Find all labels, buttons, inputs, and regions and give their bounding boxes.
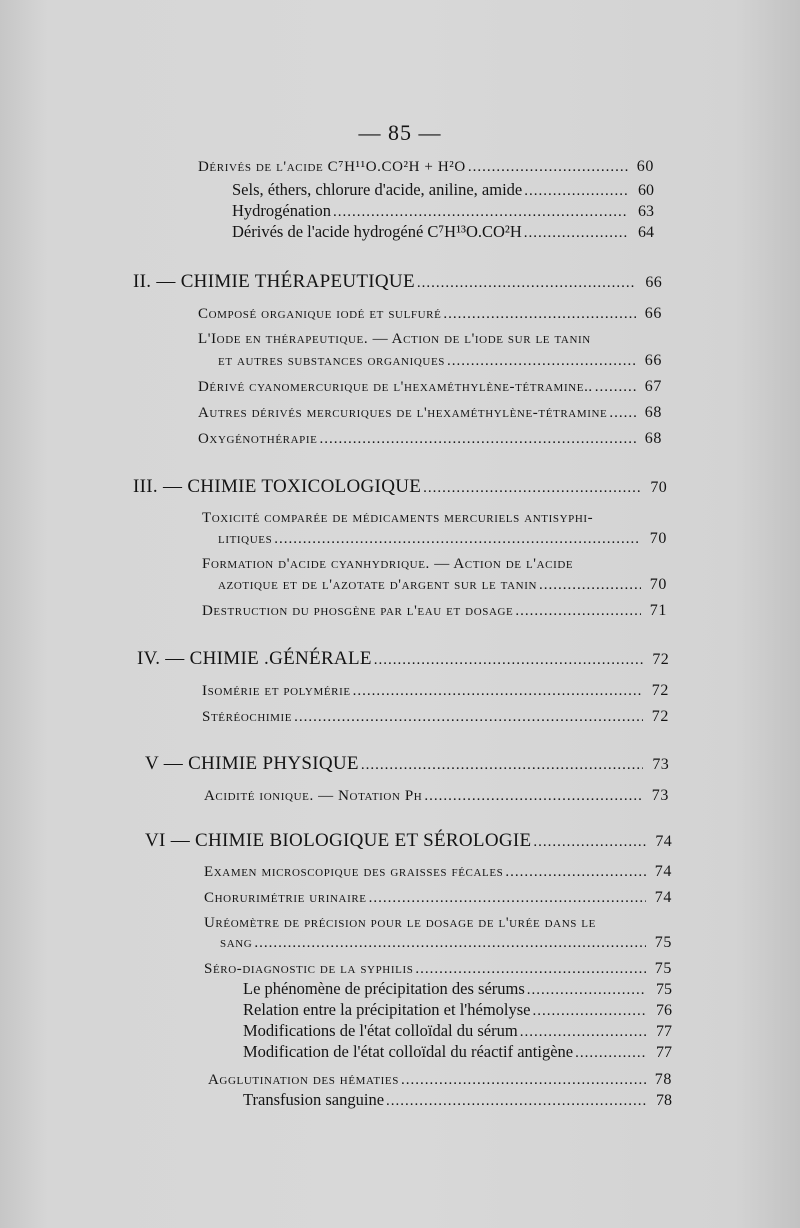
- leader-dots: [533, 834, 646, 851]
- leader-dots: [443, 306, 636, 323]
- toc-entry: [204, 787, 669, 805]
- leader-dots: [505, 864, 646, 881]
- leader-dots: [401, 1072, 646, 1089]
- leader-dots: [539, 577, 641, 594]
- toc-entry-page: 63: [638, 203, 654, 220]
- toc-entry-text: L'Iode en thérapeutique. — Action de l'iode sur le tanin: [198, 331, 591, 347]
- leader-dots: [319, 431, 636, 448]
- leader-dots: [294, 709, 643, 726]
- toc-entry-page: 60: [638, 182, 654, 199]
- toc-entry: [208, 1071, 672, 1089]
- toc-entry-text: Séro-diagnostic de la syphilis: [204, 961, 414, 977]
- toc-entry: [198, 305, 662, 323]
- page-number: — 85 —: [358, 120, 442, 145]
- toc-subentry: [243, 1021, 672, 1041]
- leader-dots: [575, 1045, 646, 1062]
- section-heading-page: 73: [652, 756, 669, 773]
- leader-dots: [520, 1024, 646, 1041]
- toc-entry-page: 75: [654, 960, 672, 977]
- toc-entry: [232, 222, 654, 242]
- toc-entry: [202, 682, 669, 700]
- toc-entry-text: Sels, éthers, chlorure d'acide, aniline, amide: [232, 180, 523, 199]
- toc-entry-text: Destruction du phosgène par l'eau et dosage: [202, 603, 514, 619]
- section-heading-page: 66: [645, 274, 662, 291]
- toc-entry-text: Transfusion sanguine: [243, 1090, 385, 1109]
- toc-entry-page: 71: [649, 602, 667, 619]
- leader-dots: [423, 480, 641, 497]
- section-heading-page: 72: [652, 651, 669, 668]
- toc-entry: [232, 180, 654, 200]
- leader-dots: [609, 405, 636, 422]
- toc-entry-page: 66: [644, 305, 662, 322]
- leader-dots: [468, 159, 628, 176]
- toc-entry-page: 68: [644, 430, 662, 447]
- toc-subentry: [243, 1000, 672, 1020]
- toc-entry-text: azotique et de l'azotate d'argent sur le tanin: [218, 577, 538, 593]
- toc-entry-continuation: [218, 576, 667, 594]
- section-heading: [145, 753, 669, 775]
- toc-entry-page: 77: [656, 1044, 672, 1061]
- toc-entry-continuation: [218, 352, 662, 370]
- toc-entry-text: Formation d'acide cyanhydrique. — Action de l'acide: [202, 556, 574, 572]
- toc-entry: [204, 915, 672, 932]
- section-heading-text: II. — CHIMIE THÉRAPEUTIQUE: [133, 271, 415, 292]
- toc-entry-page: 64: [638, 224, 654, 241]
- toc-entry-text: Hydrogénation: [232, 201, 331, 220]
- leader-dots: [447, 353, 636, 370]
- toc-entry-text: Dérivés de l'acide hydrogéné C⁷H¹³O.CO²H: [232, 222, 522, 241]
- leader-dots: [417, 275, 636, 292]
- leader-dots: [353, 683, 643, 700]
- toc-entry-page: 75: [654, 934, 672, 951]
- toc-entry-text: Agglutination des hématies: [208, 1072, 399, 1088]
- toc-entry-page: 77: [656, 1023, 672, 1040]
- leader-dots: [369, 890, 646, 907]
- leader-dots: [254, 935, 646, 952]
- toc-entry: [202, 556, 667, 573]
- toc-subentry: [243, 1042, 672, 1062]
- toc-entry: [202, 602, 667, 620]
- toc-entry-text: et autres substances organiques: [218, 353, 445, 369]
- section-heading-text: IV. — CHIMIE .GÉNÉRALE: [137, 648, 372, 669]
- toc-entry-text: Dérivés de l'acide C⁷H¹¹O.CO²H + H²O: [198, 159, 466, 175]
- toc-entry-text: Examen microscopique des graisses fécales: [204, 864, 504, 880]
- toc-entry-text: litiques: [218, 531, 273, 547]
- toc-entry-page: 78: [656, 1092, 672, 1109]
- toc-entry-text: Toxicité comparée de médicaments mercuriels antisyphi-: [202, 510, 594, 526]
- toc-entry: [198, 404, 662, 422]
- toc-entry: [232, 201, 654, 221]
- section-heading-text: V — CHIMIE PHYSIQUE: [145, 753, 359, 774]
- toc-entry: [204, 960, 672, 978]
- leader-dots: [424, 788, 643, 805]
- toc-entry-continuation: [218, 530, 667, 548]
- section-heading: [133, 476, 667, 498]
- section-heading-text: III. — CHIMIE TOXICOLOGIQUE: [133, 476, 422, 497]
- toc-entry-text: Oxygénothérapie: [198, 431, 318, 447]
- toc-entry-text: Stéréochimie: [202, 709, 293, 725]
- table-of-contents: [0, 158, 800, 1110]
- leader-dots: [374, 652, 643, 669]
- toc-entry-text: Uréomètre de précision pour le dosage de l'urée dans le: [204, 915, 596, 931]
- toc-entry: [198, 331, 662, 348]
- toc-entry-page: 75: [656, 981, 672, 998]
- leader-dots: [515, 603, 641, 620]
- toc-entry-text: Autres dérivés mercuriques de l'hexaméthylène-tétramine: [198, 405, 608, 421]
- leader-dots: [415, 961, 646, 978]
- toc-entry-page: 74: [654, 889, 672, 906]
- toc-entry-text: Chorurimétrie urinaire: [204, 890, 367, 906]
- leader-dots: [386, 1093, 646, 1110]
- leader-dots: [595, 379, 636, 396]
- toc-entry: [204, 889, 672, 907]
- toc-entry-text: Modification de l'état colloïdal du réactif antigène: [243, 1042, 574, 1061]
- leader-dots: [533, 1003, 646, 1020]
- toc-entry-text: Modifications de l'état colloïdal du sérum: [243, 1021, 518, 1040]
- toc-entry-page: 72: [651, 708, 669, 725]
- section-heading-text: VI — CHIMIE BIOLOGIQUE ET SÉROLOGIE: [145, 830, 532, 851]
- toc-entry: [198, 158, 654, 176]
- toc-entry: [198, 378, 662, 396]
- toc-entry: [204, 863, 672, 881]
- section-heading: [145, 830, 672, 852]
- toc-entry-continuation: [220, 934, 672, 952]
- toc-entry-page: 73: [651, 787, 669, 804]
- toc-entry-page: 67: [644, 378, 662, 395]
- toc-entry-text: Isomérie et polymérie: [202, 683, 351, 699]
- leader-dots: [524, 225, 628, 242]
- toc-entry: [202, 708, 669, 726]
- leader-dots: [333, 204, 628, 221]
- toc-entry-page: 66: [644, 352, 662, 369]
- toc-entry-text: Acidité ionique. — Notation Ph: [204, 788, 423, 804]
- section-heading-page: 74: [655, 833, 672, 850]
- toc-entry-text: Le phénomène de précipitation des sérums: [243, 979, 525, 998]
- toc-entry: [198, 430, 662, 448]
- section-heading: [133, 271, 662, 293]
- toc-entry-page: 70: [649, 530, 667, 547]
- toc-entry-page: 76: [656, 1002, 672, 1019]
- toc-entry-page: 78: [654, 1071, 672, 1088]
- toc-entry-page: 72: [651, 682, 669, 699]
- toc-entry-page: 68: [644, 404, 662, 421]
- toc-subentry: [243, 979, 672, 999]
- toc-entry-text: Relation entre la précipitation et l'hémolyse: [243, 1000, 531, 1019]
- leader-dots: [527, 982, 646, 999]
- leader-dots: [524, 183, 628, 200]
- section-heading: [137, 648, 669, 670]
- toc-entry: [202, 510, 667, 527]
- section-heading-page: 70: [650, 479, 667, 496]
- leader-dots: [274, 531, 641, 548]
- toc-entry-page: 70: [649, 576, 667, 593]
- toc-entry-text: Dérivé cyanomercurique de l'hexaméthylène-tétramine..: [198, 379, 593, 395]
- toc-subentry: [243, 1090, 672, 1110]
- toc-entry-text: sang: [220, 935, 253, 951]
- toc-entry-page: 60: [636, 158, 654, 175]
- toc-entry-text: Composé organique iodé et sulfuré: [198, 306, 442, 322]
- toc-entry-page: 74: [654, 863, 672, 880]
- leader-dots: [361, 757, 643, 774]
